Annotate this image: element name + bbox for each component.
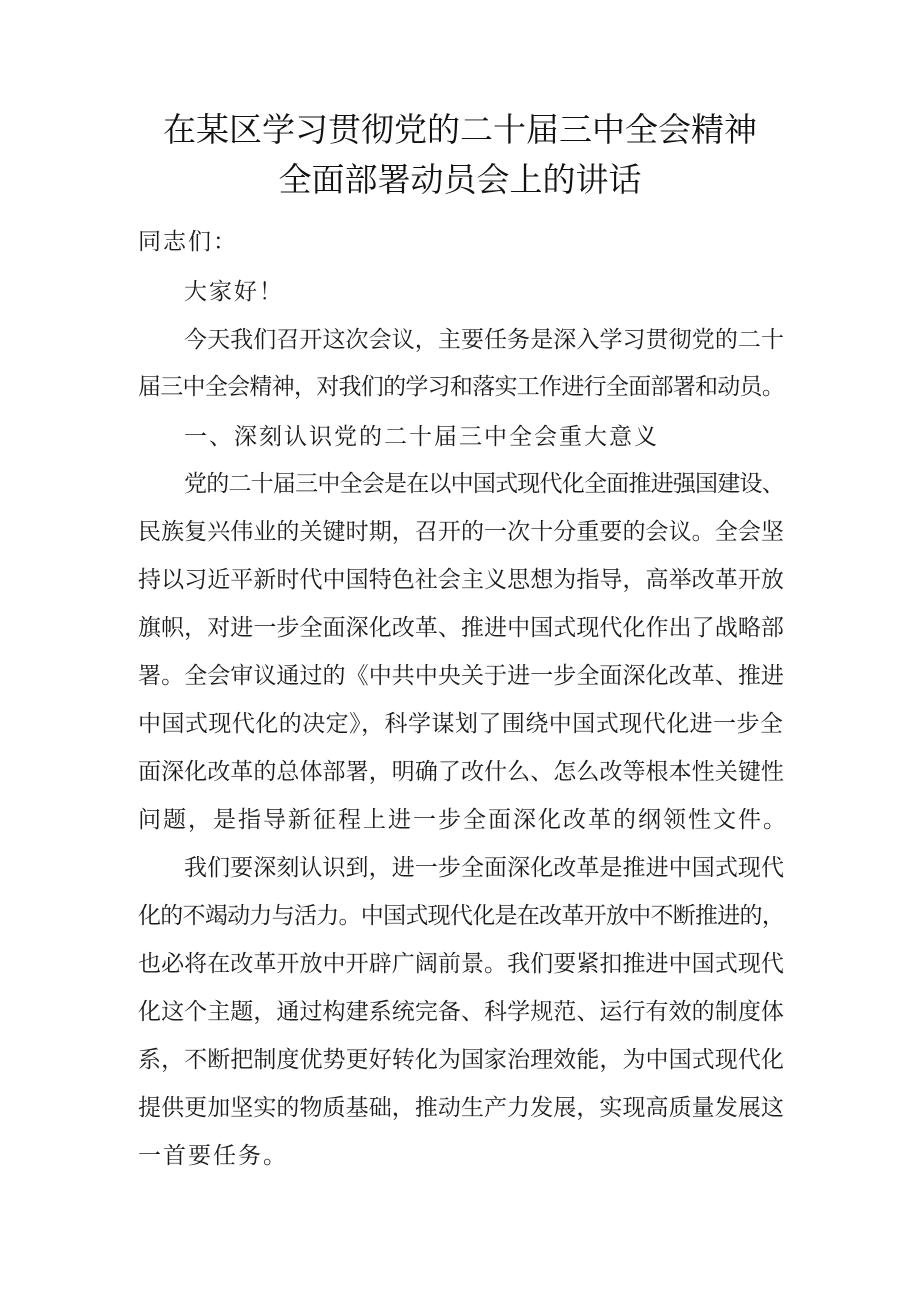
body-line: 也必将在改革开放中开辟广阔前景。我们要紧扣推进中国式现代: [138, 951, 784, 977]
body-line: 化的不竭动力与活力。中国式现代化是在改革开放中不断推进的，: [138, 903, 785, 929]
body-line: 系，不断把制度优势更好转化为国家治理效能，为中国式现代化: [138, 1047, 784, 1073]
salutation: 同志们：: [138, 229, 238, 255]
body-line: 持以习近平新时代中国特色社会主义思想为指导，高举改革开放: [138, 567, 784, 593]
document-title-line-1: 在某区学习贯彻党的二十届三中全会精神: [163, 110, 757, 149]
body-line: 民族复兴伟业的关键时期，召开的一次十分重要的会议。全会坚: [138, 519, 784, 545]
body-line: 一首要任务。: [138, 1143, 288, 1169]
body-line: 提供更加坚实的物质基础，推动生产力发展，实现高质量发展这: [138, 1095, 784, 1121]
body-line: 署。全会审议通过的《中共中央关于进一步全面深化改革、推进: [138, 663, 784, 689]
body-line: 旗帜，对进一步全面深化改革、推进中国式现代化作出了战略部: [138, 615, 784, 641]
document-title-line-2: 全面部署动员会上的讲话: [278, 160, 642, 199]
body-line: 问题，是指导新征程上进一步全面深化改革的纲领性文件。: [138, 807, 788, 833]
body-line: 届三中全会精神，对我们的学习和落实工作进行全面部署和动员。: [138, 374, 785, 400]
section-heading: 一、深刻认识党的二十届三中全会重大意义: [184, 424, 659, 450]
body-line: 中国式现代化的决定》，科学谋划了围绕中国式现代化进一步全: [138, 711, 784, 737]
body-line: 面深化改革的总体部署，明确了改什么、怎么改等根本性关键性: [138, 759, 784, 785]
body-line: 今天我们召开这次会议，主要任务是深入学习贯彻党的二十: [184, 327, 785, 353]
body-line: 化这个主题，通过构建系统完备、科学规范、运行有效的制度体: [138, 999, 784, 1025]
body-line: 党的二十届三中全会是在以中国式现代化全面推进强国建设、: [184, 471, 784, 497]
body-line: 我们要深刻认识到，进一步全面深化改革是推进中国式现代: [184, 855, 785, 881]
greeting: 大家好！: [184, 279, 284, 305]
